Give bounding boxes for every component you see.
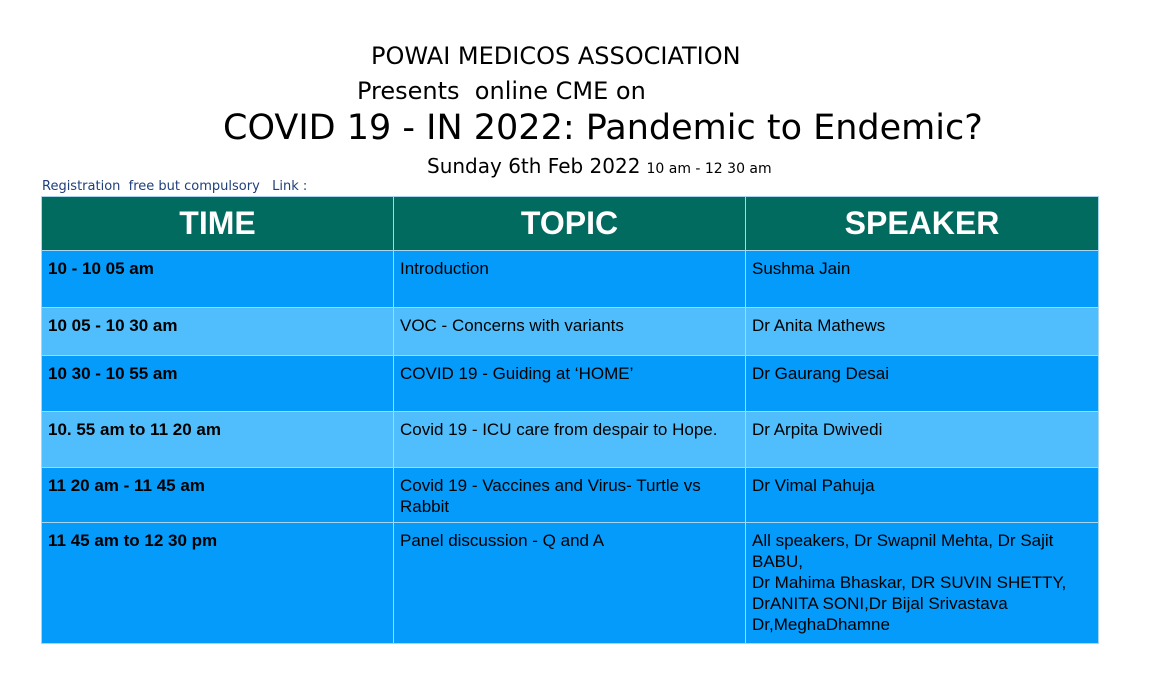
time-cell: 10 30 - 10 55 am (42, 356, 394, 412)
event-time-range: 10 am - 12 30 am (646, 161, 772, 177)
column-header-topic: TOPIC (394, 197, 746, 251)
topic-cell: Introduction (394, 251, 746, 308)
column-header-speaker: SPEAKER (746, 197, 1099, 251)
time-cell: 11 20 am - 11 45 am (42, 468, 394, 523)
topic-cell: VOC - Concerns with variants (394, 308, 746, 356)
topic-cell: COVID 19 - Guiding at ‘HOME’ (394, 356, 746, 412)
time-cell: 10 - 10 05 am (42, 251, 394, 308)
column-header-time: TIME (42, 197, 394, 251)
registration-note: Registration free but compulsory Link : (42, 179, 308, 194)
table-row (42, 356, 1099, 412)
event-title: COVID 19 - IN 2022: Pandemic to Endemic? (223, 108, 983, 148)
table-header-row (42, 197, 1099, 251)
time-cell: 10. 55 am to 11 20 am (42, 412, 394, 468)
table-row (42, 523, 1099, 644)
topic-cell: Panel discussion - Q and A (394, 523, 746, 644)
speaker-cell: Dr Vimal Pahuja (746, 468, 1099, 523)
time-cell: 11 45 am to 12 30 pm (42, 523, 394, 644)
topic-cell: Covid 19 - ICU care from despair to Hope. (394, 412, 746, 468)
topic-cell: Covid 19 - Vaccines and Virus- Turtle vs Rabbit (394, 468, 746, 523)
time-cell: 10 05 - 10 30 am (42, 308, 394, 356)
event-date-line (427, 154, 772, 178)
table-row (42, 308, 1099, 356)
speaker-cell: Dr Anita Mathews (746, 308, 1099, 356)
speaker-cell: Dr Arpita Dwivedi (746, 412, 1099, 468)
speaker-cell: Sushma Jain (746, 251, 1099, 308)
event-date: Sunday 6th Feb 2022 (427, 154, 641, 178)
table-row (42, 468, 1099, 523)
table-row (42, 412, 1099, 468)
presents-line: Presents online CME on (357, 77, 646, 105)
table-row (42, 251, 1099, 308)
speaker-cell: All speakers, Dr Swapnil Mehta, Dr Sajit BABU, Dr Mahima Bhaskar, DR SUVIN SHETTY, DrANITA SONI,Dr Bijal Srivastava Dr,MeghaDhamne (746, 523, 1099, 644)
organization-name: POWAI MEDICOS ASSOCIATION (371, 42, 741, 70)
speaker-cell: Dr Gaurang Desai (746, 356, 1099, 412)
schedule-table (41, 196, 1099, 644)
